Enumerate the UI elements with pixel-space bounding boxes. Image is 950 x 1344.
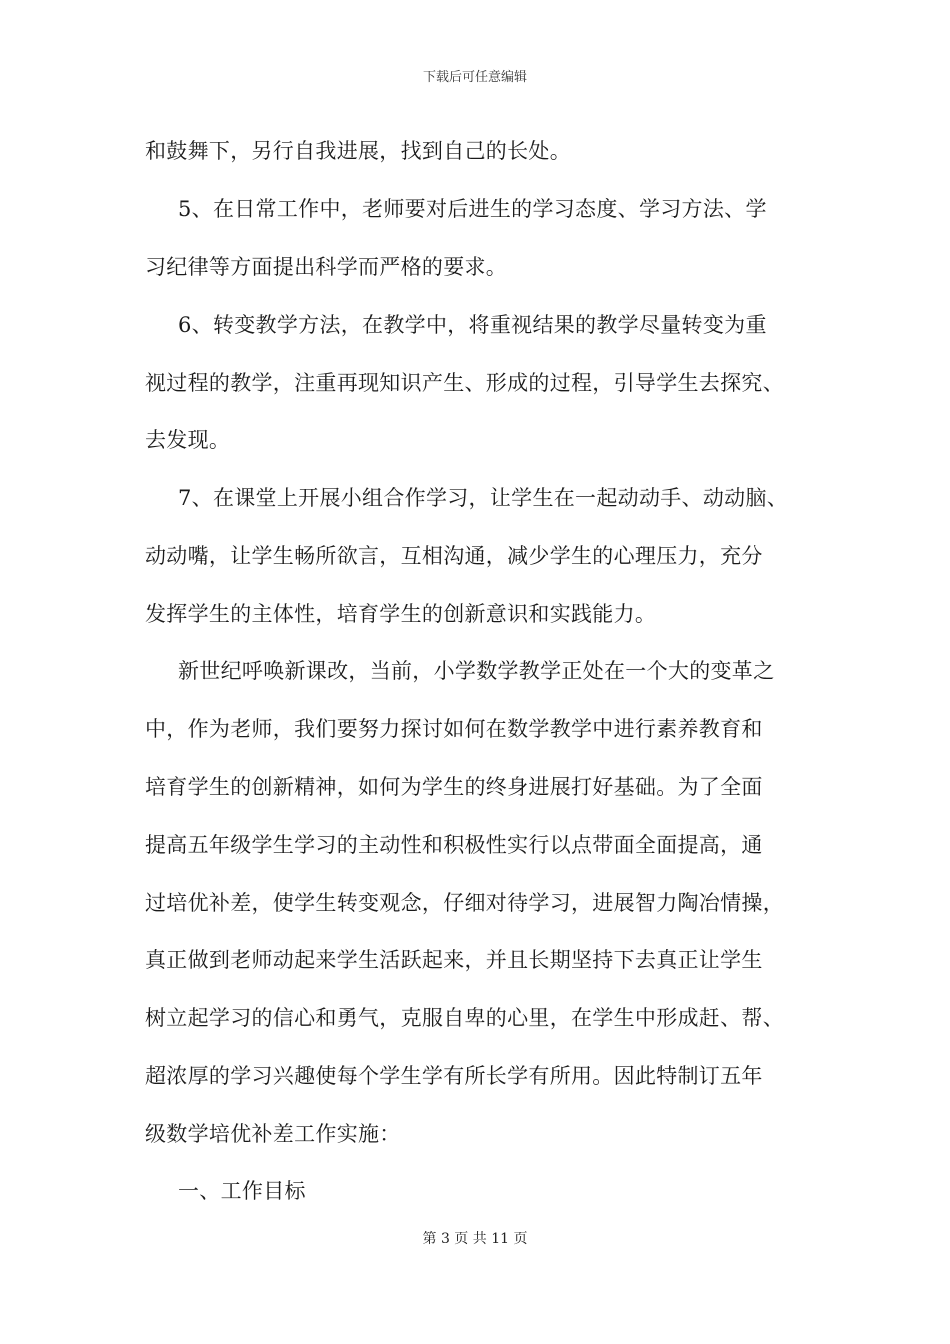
text-line: 去发现。 [145,428,231,452]
text-line: 过培优补差，使学生转变观念，仔细对待学习，进展智力陶冶情操， [145,891,784,915]
text-line: 中，作为老师，我们要努力探讨如何在数学教学中进行素养教育和 [145,717,763,741]
text-line: 新世纪呼唤新课改，当前，小学数学教学正处在一个大的变革之 [178,659,775,683]
text-line: 6、转变教学方法，在教学中，将重视结果的教学尽量转变为重 [178,313,767,337]
text-line: 视过程的教学，注重再现知识产生、形成的过程，引导学生去探究、 [145,371,784,395]
text-line: 习纪律等方面提出科学而严格的要求。 [145,255,508,279]
text-line: 超浓厚的学习兴趣使每个学生学有所长学有所用。因此特制订五年 [145,1064,763,1088]
section-heading: 一、工作目标 [178,1179,306,1203]
page-header: 下载后可任意编辑 [422,70,527,85]
text-line: 培育学生的创新精神，如何为学生的终身进展打好基础。为了全面 [145,775,763,799]
text-line: 和鼓舞下，另行自我进展，找到自己的长处。 [145,139,571,163]
text-line: 5、在日常工作中，老师要对后进生的学习态度、学习方法、学 [178,197,767,221]
text-line: 7、在课堂上开展小组合作学习，让学生在一起动动手、动动脑、 [178,486,789,510]
page-footer: 第 3 页 共 11 页 [422,1231,528,1247]
text-line: 发挥学生的主体性，培育学生的创新意识和实践能力。 [145,602,657,626]
text-line: 提高五年级学生学习的主动性和积极性实行以点带面全面提高，通 [145,833,763,857]
text-line: 动动嘴，让学生畅所欲言，互相沟通，减少学生的心理压力，充分 [145,544,763,568]
text-line: 树立起学习的信心和勇气，克服自卑的心里，在学生中形成赶、帮、 [145,1006,784,1030]
text-line: 真正做到老师动起来学生活跃起来，并且长期坚持下去真正让学生 [145,948,763,972]
text-line: 级数学培优补差工作实施： [145,1122,401,1146]
